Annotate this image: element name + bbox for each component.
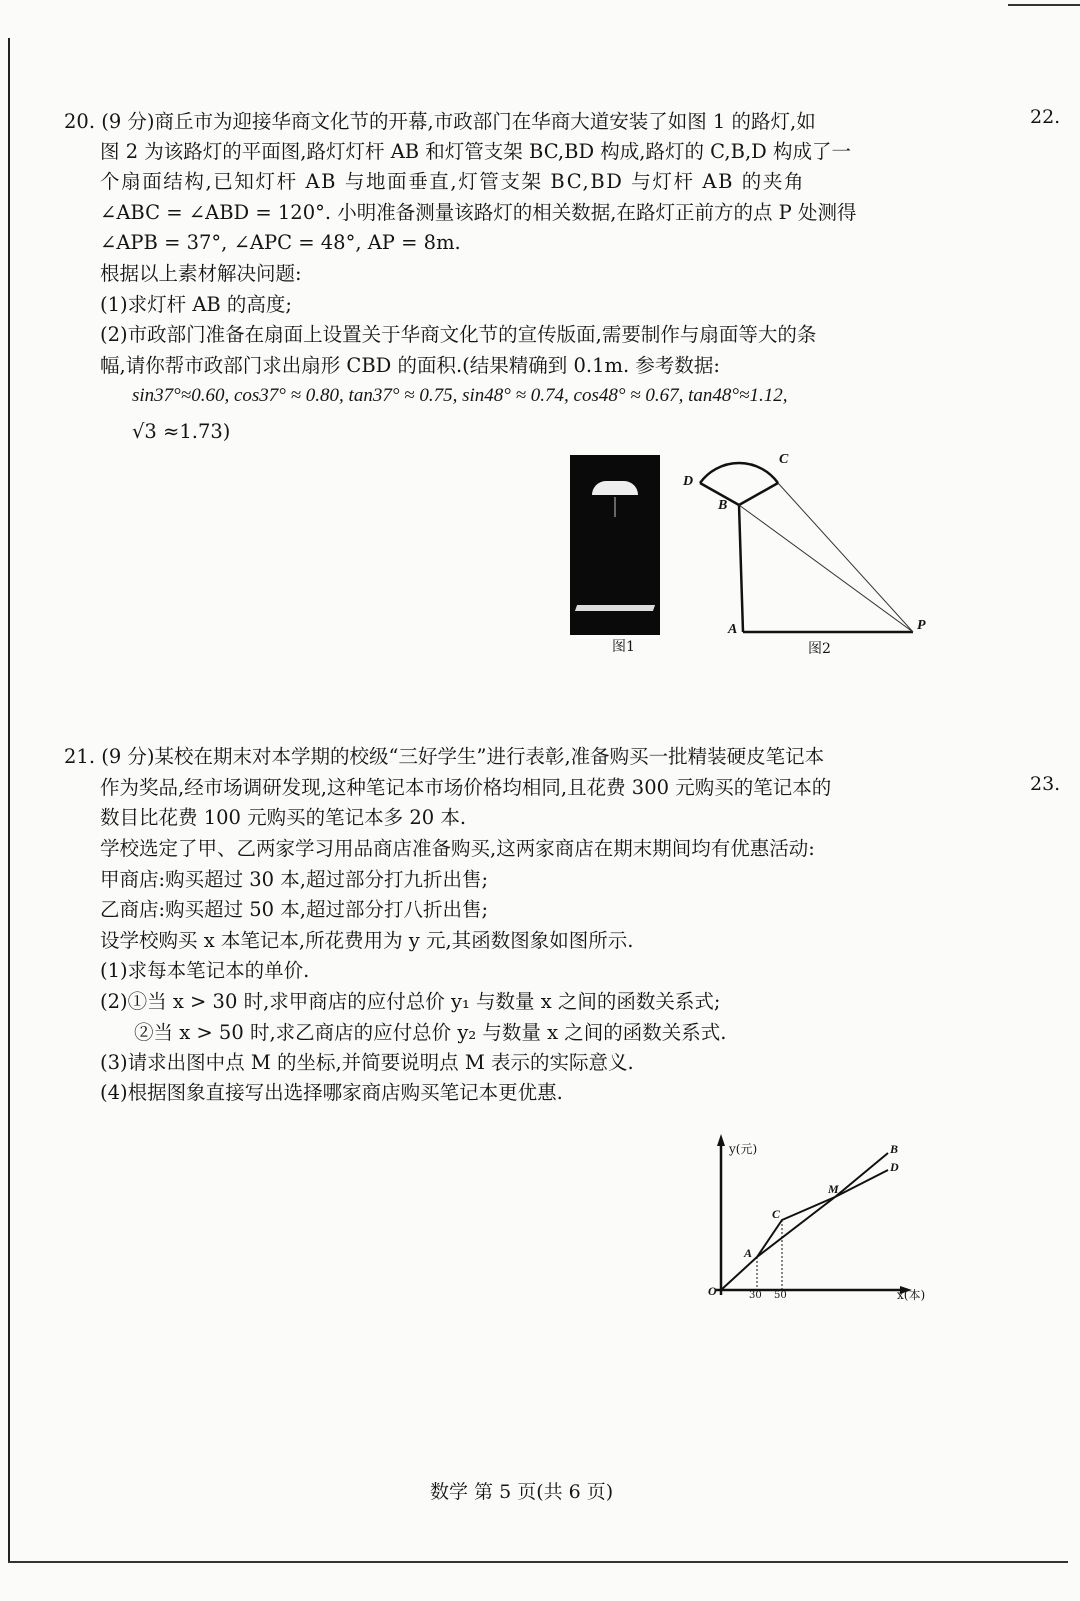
q21-line: ②当 x > 50 时,求乙商店的应付总价 y₂ 与数量 x 之间的函数关系式. bbox=[134, 1021, 727, 1044]
q21-line: (2)①当 x > 30 时,求甲商店的应付总价 y₁ 与数量 x 之间的函数关系式; bbox=[100, 990, 721, 1013]
graph-origin: O bbox=[708, 1284, 717, 1298]
side-number-22: 22. bbox=[1030, 106, 1061, 128]
q21-line: 学校选定了甲、乙两家学习用品商店准备购买,这两家商店在期末期间均有优惠活动: bbox=[100, 837, 815, 860]
segment-ab bbox=[739, 505, 743, 632]
segment-bc bbox=[739, 483, 778, 505]
segment-bp bbox=[739, 505, 913, 632]
line-amb bbox=[757, 1153, 888, 1257]
q20-line: 图 2 为该路灯的平面图,路灯灯杆 AB 和灯管支架 BC,BD 构成,路灯的 C,B,D 构成了一 bbox=[100, 140, 851, 163]
figure-1-caption: 图1 bbox=[612, 639, 635, 655]
graph-x-label: x(本) bbox=[897, 1288, 926, 1302]
q20-line: 幅,请你帮市政部门求出扇形 CBD 的面积.(结果精确到 0.1m. 参考数据: bbox=[100, 354, 720, 377]
q20-line: (1)求灯杆 AB 的高度; bbox=[100, 293, 293, 316]
q20-line: 个扇面结构,已知灯杆 AB 与地面垂直,灯管支架 BC,BD 与灯杆 AB 的夹角 bbox=[100, 170, 806, 193]
q21-line: (1)求每本笔记本的单价. bbox=[100, 959, 310, 982]
q21-line: 数目比花费 100 元购买的笔记本多 20 本. bbox=[100, 806, 467, 829]
q20-line: 根据以上素材解决问题: bbox=[100, 262, 302, 285]
graph-point-b: B bbox=[890, 1142, 899, 1156]
y-axis-arrow-icon bbox=[717, 1134, 725, 1146]
q20-line: 20. (9 分)商丘市为迎接华商文化节的开幕,市政部门在华商大道安装了如图 1 的路灯,如 bbox=[64, 110, 816, 133]
graph-tick-30: 30 bbox=[749, 1290, 762, 1301]
q21-line: 设学校购买 x 本笔记本,所花费用为 y 元,其函数图象如图所示. bbox=[100, 929, 634, 952]
graph-point-d: D bbox=[890, 1160, 899, 1174]
label-p: P bbox=[917, 618, 926, 633]
q20-line: ∠APB = 37°, ∠APC = 48°, AP = 8m. bbox=[100, 231, 461, 254]
graph-y-label: y(元) bbox=[729, 1142, 758, 1156]
q20-reference-sqrt3: √3 ≈1.73) bbox=[132, 420, 231, 443]
segment-cp bbox=[778, 483, 913, 632]
q20-line: (2)市政部门准备在扇面上设置关于华商文化节的宣传版面,需要制作与扇面等大的条 bbox=[100, 323, 817, 346]
q21-line: 甲商店:购买超过 30 本,超过部分打九折出售; bbox=[100, 868, 489, 891]
graph-point-m: M bbox=[828, 1182, 839, 1196]
label-d: D bbox=[683, 474, 694, 489]
side-number-23: 23. bbox=[1030, 773, 1061, 795]
q21-line: (4)根据图象直接写出选择哪家商店购买笔记本更优惠. bbox=[100, 1081, 563, 1104]
q21-line: (3)请求出图中点 M 的坐标,并简要说明点 M 表示的实际意义. bbox=[100, 1051, 634, 1074]
label-a: A bbox=[728, 622, 738, 637]
sector-arc-cd bbox=[700, 463, 778, 483]
page-footer: 数学 第 5 页(共 6 页) bbox=[430, 1481, 614, 1503]
q21-line: 作为奖品,经市场调研发现,这种笔记本市场价格均相同,且花费 300 元购买的笔记本的 bbox=[100, 776, 832, 799]
q20-reference-data: sin37°≈0.60, cos37° ≈ 0.80, tan37° ≈ 0.75, sin48° ≈ 0.74, cos48° ≈ 0.67, tan48°≈1.12, bbox=[132, 385, 788, 406]
line-oacmd bbox=[721, 1170, 888, 1290]
graph-point-c: C bbox=[772, 1207, 781, 1221]
figure-2-caption: 图2 bbox=[808, 641, 831, 657]
label-b: B bbox=[718, 498, 728, 513]
label-c: C bbox=[779, 452, 789, 467]
q21-line: 乙商店:购买超过 50 本,超过部分打八折出售; bbox=[100, 898, 489, 921]
graph-tick-50: 50 bbox=[774, 1290, 787, 1301]
q21-line: 21. (9 分)某校在期末对本学期的校级“三好学生”进行表彰,准备购买一批精装硬皮笔记本 bbox=[64, 745, 825, 768]
graph-point-a: A bbox=[744, 1246, 753, 1260]
q20-line: ∠ABC = ∠ABD = 120°. 小明准备测量该路灯的相关数据,在路灯正前方的点 P 处测得 bbox=[100, 201, 857, 224]
